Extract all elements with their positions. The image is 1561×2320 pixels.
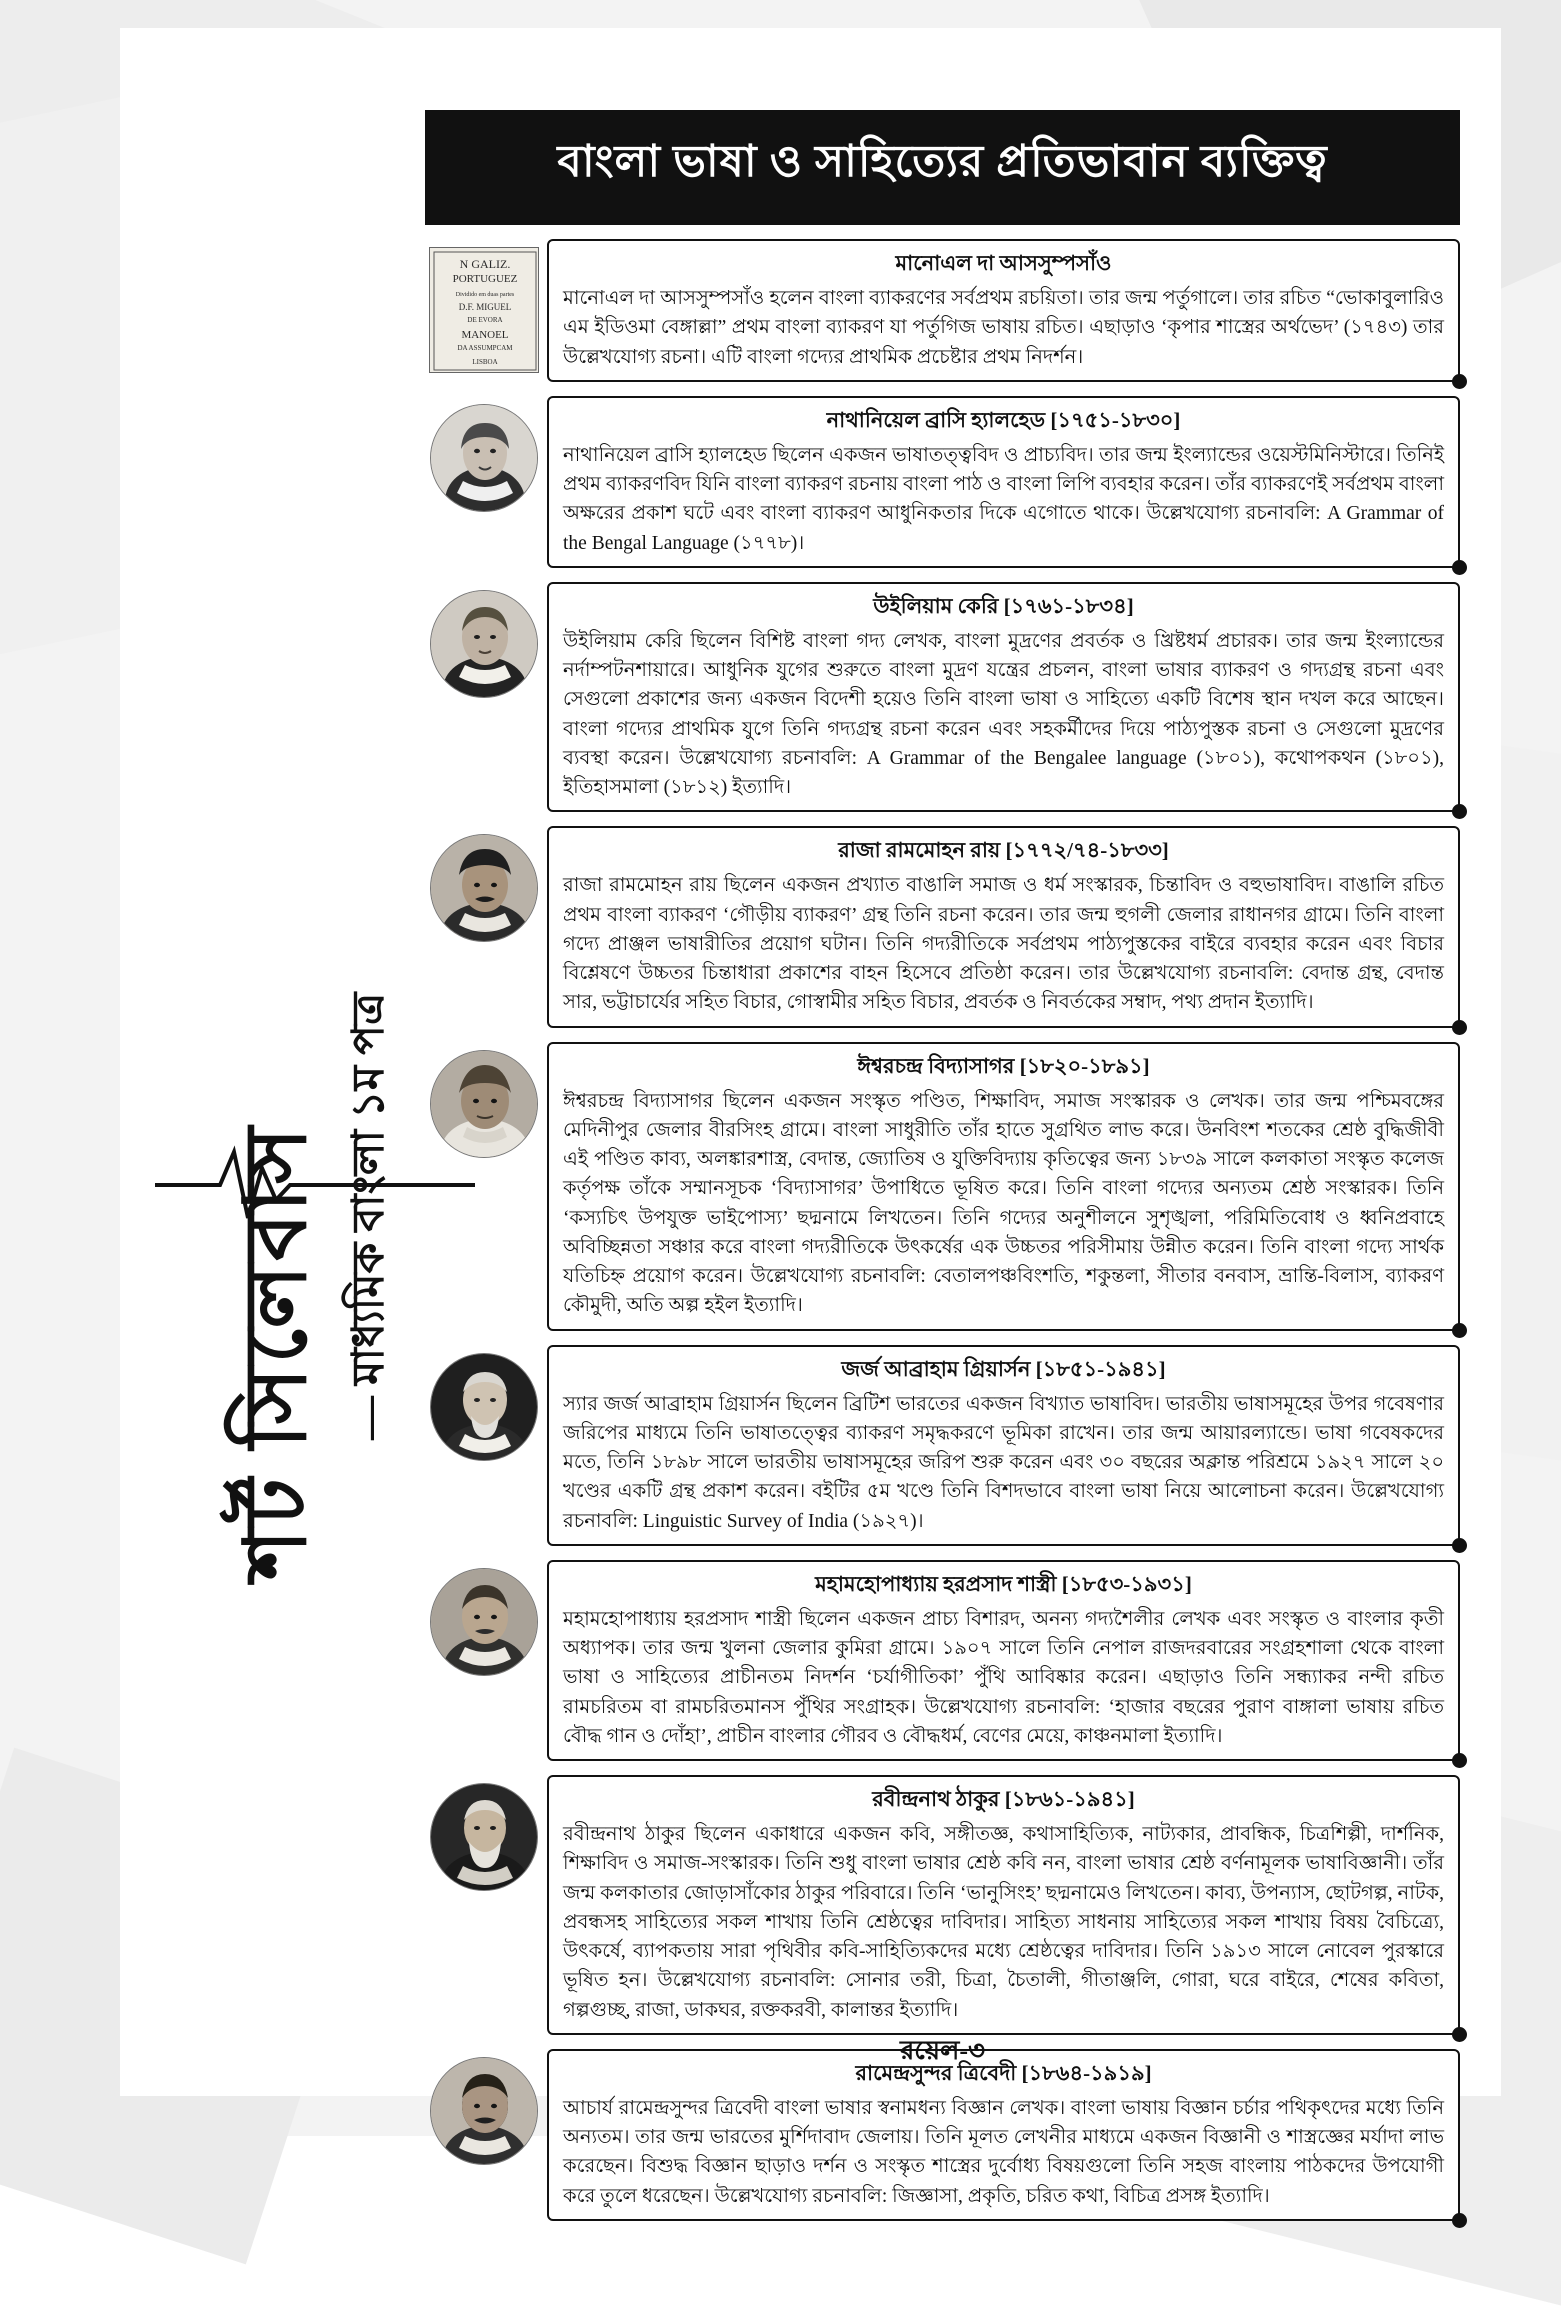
list-item [425,582,1460,813]
svg-text:DA ASSUMPCAM: DA ASSUMPCAM [457,344,513,352]
spine-subtitle: — মাধ্যমিক বাংলা ১ম পত্র [344,992,393,1440]
svg-text:D.F. MIGUEL: D.F. MIGUEL [458,302,512,312]
person-description: নাথানিয়েল ব্রাসি হ্যালহেড ছিলেন একজন ভাষাতত্ত্ববিদ ও প্রাচ্যবিদ। তার জন্ম ইংল্যান্ডের ওয়েস্টমিনিস্টারে। তিনিই প্রথম ব্যাকরণবিদ যিনি বাংলা ব্যাকরণ রচনায় বাংলা পাঠ ও বাংলা লিপি ব্যবহার করেন। তাঁর ব্যাকরণেই সর্বপ্রথম বাংলা অক্ষরের প্রকাশ ঘটে এবং বাংলা ব্যাকরণ আধুনিকতার দিকে এগোতে থাকে। উল্লেখযোগ্য রচনাবলি: A Grammar of the Bengal Language (১৭৭৮)। [563,444,1444,554]
person-name: মহামহোপাধ্যায় হরপ্রসাদ শাস্ত্রী [১৮৫৩-১৯৩১] [815,1571,1192,1596]
portrait-wrapper [425,1042,543,1158]
person-description: রাজা রামমোহন রায় ছিলেন একজন প্রখ্যাত বাঙালি সমাজ ও ধর্ম সংস্কারক, চিন্তাবিদ ও বহুভাষাবিদ। বাঙালি রচিত প্রথম বাংলা ব্যাকরণ ‘গৌড়ীয় ব্যাকরণ’ গ্রন্থ তিনি রচনা করেন। তার জন্ম হুগলী জেলার রাধানগর গ্রামে। তিনি বাংলা গদ্যে প্রাঞ্জল ভাষারীতির প্রয়োগ ঘটান। তিনি গদ্যরীতিকে সর্বপ্রথম পাঠ্যপুস্তকের বাইরে ব্যবহার করেন এবং বিচার বিশ্লেষণে উচ্চতর চিন্তাধারা প্রকাশের বাহন হিসেবে প্রতিষ্ঠা করেন। তার উল্লেখযোগ্য রচনাবলি: বেদান্ত গ্রন্থ, বেদান্ত সার, ভট্টাচার্যের সহিত বিচার, গোস্বামীর সহিত বিচার, প্রবর্তক ও নিবর্তকের সম্বাদ, পথ্য প্রদান ইত্যাদি। [563,875,1444,1014]
person-description: স্যার জর্জ আব্রাহাম গ্রিয়ার্সন ছিলেন ব্রিটিশ ভারতের একজন বিখ্যাত ভাষাবিদ। ভারতীয় ভাষাসমূহের উপর গবেষণার জরিপের মাধ্যমে তিনি ভাষাতত্ত্বের ব্যাকরণ সমৃদ্ধকরণে ভূমিকা রাখেন। তার জন্ম আয়ারল্যান্ডে। ভাষা গবেষকদের মতে, তিনি ১৮৯৮ সালে ভারতীয় ভাষাসমূহের জরিপ শুরু করেন এবং ৩০ বছরের অক্লান্ত পরিশ্রমে ১৯২৭ সালে ২০ খণ্ডের একটি গ্রন্থ প্রকাশ করেন। বইটির ৫ম খণ্ডে তিনি বিশদভাবে বাংলা ভাষা নিয়ে আলোচনা করেন। উল্লেখযোগ্য রচনাবলি: Linguistic Survey of India (১৯২৭)। [563,1393,1444,1532]
person-name: নাথানিয়েল ব্রাসি হ্যালহেড [১৭৫১-১৮৩০] [826,407,1181,432]
svg-text:PORTUGUEZ: PORTUGUEZ [452,273,518,285]
grierson-portrait [430,1353,538,1461]
entry-body [547,239,1460,382]
entry-body [547,826,1460,1027]
list-item [425,826,1460,1027]
portrait-wrapper [425,239,543,373]
list-item [425,1775,1460,2035]
book-title-page-portrait [429,247,539,373]
page-footer-label: রয়েল-৩ [899,2036,985,2065]
list-item [425,2049,1460,2221]
portrait-wrapper [425,582,543,698]
svg-text:N GALIZ.: N GALIZ. [459,257,511,271]
person-name: ঈশ্বরচন্দ্র বিদ্যাসাগর [১৮২০-১৮৯১] [857,1053,1150,1078]
list-item [425,1042,1460,1331]
person-description: রবীন্দ্রনাথ ঠাকুর ছিলেন একাধারে একজন কবি, সঙ্গীতজ্ঞ, কথাসাহিত্যিক, নাট্যকার, প্রাবন্ধিক, চিত্রশিল্পী, দার্শনিক, শিক্ষাবিদ ও সমাজ-সংস্কারক। তিনি শুধু বাংলা ভাষার শ্রেষ্ঠ কবি নন, বাংলা ভাষার শ্রেষ্ঠ বর্ণনামূলক ভাষাবিজ্ঞানী। তাঁর জন্ম কলকাতার জোড়াসাঁকোর ঠাকুর পরিবারে। তিনি ‘ভানুসিংহ’ ছদ্মনামেও লিখতেন। কাব্য, উপন্যাস, ছোটগল্প, নাটক, প্রবন্ধসহ সাহিত্যের সকল শাখায় তিনি শ্রেষ্ঠত্বের দাবিদার। সাহিত্য সাধনায় সাহিত্যের সকল শাখায় বিষয় বৈচিত্র্যে, উৎকর্ষে, ব্যাপকতায় সারা পৃথিবীর কবি-সাহিত্যিকদের মধ্যে শ্রেষ্ঠত্বের দাবিদার। তিনি ১৯১৩ সালে নোবেল পুরস্কারে ভূষিত হন। উল্লেখযোগ্য রচনাবলি: সোনার তরী, চিত্রা, চৈতালী, গীতাঞ্জলি, গোরা, ঘরে বাইরে, শেষের কবিতা, গল্পগুচ্ছ, রাজা, ডাকঘর, রক্তকরবী, কালান্তর ইত্যাদি। [563,1824,1444,2021]
portrait-wrapper [425,1775,543,1891]
haraprasad-shastri-portrait [430,1568,538,1676]
entry-body [547,1345,1460,1546]
portrait-wrapper [425,826,543,942]
portrait-wrapper [425,1560,543,1676]
entry-body [547,1042,1460,1331]
person-description: মহামহোপাধ্যায় হরপ্রসাদ শাস্ত্রী ছিলেন একজন প্রাচ্য বিশারদ, অনন্য গদ্যশৈলীর লেখক এবং সংস্কৃত ও বাংলার কৃতী অধ্যাপক। তার জন্ম খুলনা জেলার কুমিরা গ্রামে। ১৯০৭ সালে তিনি নেপাল রাজদরবারের সংগ্রহশালা থেকে বাংলা ভাষা ও সাহিত্যের প্রাচীনতম নিদর্শন ‘চর্যাগীতিকা’ পুঁথি আবিষ্কার করেন। এছাড়াও তিনি সন্ধ্যাকর নন্দী রচিত রামচরিতম বা রামচরিতমানস পুঁথির সংগ্রাহক। উল্লেখযোগ্য রচনাবলি: ‘হাজার বছরের পুরাণ বাঙ্গালা ভাষায় রচিত বৌদ্ধ গান ও দোঁহা’, প্রাচীন বাংলার গৌরব ও বৌদ্ধধর্ম, বেণের মেয়ে, কাঞ্চনমালা ইত্যাদি। [563,1608,1444,1747]
entry-body [547,2049,1460,2221]
list-item [425,396,1460,568]
person-description: ঈশ্বরচন্দ্র বিদ্যাসাগর ছিলেন একজন সংস্কৃত পণ্ডিত, শিক্ষাবিদ, সমাজ সংস্কারক ও লেখক। তার জন্ম পশ্চিমবঙ্গের মেদিনীপুর জেলার বীরসিংহ গ্রামে। বাংলা সাধুরীতি তাঁর হাতে সুগ্রথিত লাভ করে। উনবিংশ শতকের শ্রেষ্ঠ বুদ্ধিজীবী এই পণ্ডিত কাব্য, অলঙ্কারশাস্ত্র, বেদান্ত, জ্যোতিষ ও যুক্তিবিদ্যায় কৃতিত্বের জন্য ১৮৩৯ সালে কলকাতা সংস্কৃত কলেজ কর্তৃপক্ষ তাঁকে সম্মানসূচক ‘বিদ্যাসাগর’ উপাধিতে ভূষিত করে। তিনি বাংলা গদ্যের অন্যতম শ্রেষ্ঠ সংস্কারক। তিনি ‘কস্যচিৎ উপযুক্ত ভাইপোস্য’ ছদ্মনামে লিখতেন। তিনি গদ্যের অনুশীলনে সুশৃঙ্খলা, পরিমিতিবোধ ও ধ্বনিপ্রবাহে অবিচ্ছিন্নতা সঞ্চার করে বাংলা গদ্যরীতিকে উৎকর্ষের এক উচ্চতর পরিসীমায় উন্নীত করেন। তিনি বাংলা গদ্যে সার্থক যতিচিহ্ন প্রয়োগ করেন। উল্লেখযোগ্য রচনাবলি: বেতালপঞ্চবিংশতি, শকুন্তলা, সীতার বনবাস, ভ্রান্তি-বিলাস, ব্যাকরণ কৌমুদী, অতি অল্প হইল ইত্যাদি। [563,1090,1444,1317]
svg-text:MANOEL: MANOEL [461,329,509,341]
entry-body [547,396,1460,568]
entry-body [547,1775,1460,2035]
person-description: মানোএল দা আসসুম্পসাঁও হলেন বাংলা ব্যাকরণের সর্বপ্রথম রচয়িতা। তার জন্ম পর্তুগালে। তার রচিত “ভোকাবুলারিও এম ইডিওমা বেঙ্গাল্লা” প্রথম বাংলা ব্যাকরণ যা পর্তুগিজ ভাষায় রচিত। এছাড়াও ‘কৃপার শাস্ত্রের অর্থভেদ’ (১৭৪৩) তার উল্লেখযোগ্য রচনা। এটি বাংলা গদ্যের প্রাথমিক প্রচেষ্টার প্রথম নিদর্শন। [563,288,1444,368]
person-name: রামেন্দ্রসুন্দর ত্রিবেদী [১৮৬৪-১৯১৯] [855,2060,1152,2085]
person-name: উইলিয়াম কেরি [১৭৬১-১৮৩৪] [873,593,1134,618]
portrait-wrapper [425,396,543,512]
rabindranath-tagore-portrait [430,1783,538,1891]
person-name: রাজা রামমোহন রায় [১৭৭২/৭৪-১৮৩৩] [838,838,1169,863]
svg-text:LISBOA: LISBOA [472,358,498,366]
person-name: রবীন্দ্রনাথ ঠাকুর [১৮৬১-১৯৪১] [872,1787,1135,1811]
list-item [425,1345,1460,1546]
page-title: বাংলা ভাষা ও সাহিত্যের প্রতিভাবান ব্যক্তিত্ব [425,110,1460,225]
vidyasagar-portrait [430,1050,538,1158]
person-description: উইলিয়াম কেরি ছিলেন বিশিষ্ট বাংলা গদ্য লেখক, বাংলা মুদ্রণের প্রবর্তক ও খ্রিষ্টধর্ম প্রচারক। তার জন্ম ইংল্যান্ডের নর্দাম্পটনশায়ারে। আধুনিক যুগের শুরুতে বাংলা মুদ্রণ যন্ত্রের প্রচলন, বাংলা ভাষার ব্যাকরণ ও গদ্যগ্রন্থ রচনা এবং সেগুলো প্রকাশের জন্য একজন বিদেশী হয়েও তিনি বাংলা ভাষা ও সাহিত্যে একটি বিশেষ স্থান দখল করে আছেন। বাংলা গদ্যের প্রাথমিক যুগে তিনি গদ্যগ্রন্থ রচনা করেন এবং সহকর্মীদের দিয়ে পাঠ্যপুস্তক রচনা ও সেগুলো মুদ্রণের ব্যবস্থা করেন। উল্লেখযোগ্য রচনাবলি: A Grammar of the Bengalee language (১৮০১), কথোপকথন (১৮০১), ইতিহাসমালা (১৮১২) ইত্যাদি। [563,630,1444,798]
list-item [425,1560,1460,1761]
spine-main-title: শর্ট সিলেবাস [228,1123,324,1580]
svg-text:DE EVORA: DE EVORA [467,316,503,324]
william-carey-portrait [430,590,538,698]
person-name: মানোএল দা আসসুম্পসাঁও [895,251,1112,275]
person-description: আচার্য রামেন্দ্রসুন্দর ত্রিবেদী বাংলা ভাষার স্বনামধন্য বিজ্ঞান লেখক। বাংলা ভাষায় বিজ্ঞান চর্চার পথিকৃৎদের মধ্যে তিনি অন্যতম। তার জন্ম ভারতের মুর্শিদাবাদ জেলায়। তিনি মূলত লেখনীর মাধ্যমে একজন বিজ্ঞানী ও শাস্ত্রজ্ঞের মর্যাদা লাভ করেছেন। বিশুদ্ধ বিজ্ঞান ছাড়াও দর্শন ও সংস্কৃত শাস্ত্রের দুর্বোধ্য বিষয়গুলো তিনি সহজ বাংলায় পাঠকদের উপযোগী করে তুলে ধরেছেন। উল্লেখযোগ্য রচনাবলি: জিজ্ঞাসা, প্রকৃতি, চরিত কথা, বিচিত্র প্রসঙ্গ ইত্যাদি। [563,2097,1444,2207]
entry-body [547,1560,1460,1761]
entry-body [547,582,1460,813]
list-item [425,239,1460,382]
rammohun-roy-portrait [430,834,538,942]
main-content [425,110,1460,2221]
svg-text:Dividido em duas partes: Dividido em duas partes [455,292,515,298]
portrait-wrapper [425,1345,543,1461]
nathaniel-halhed-portrait [430,404,538,512]
person-name: জর্জ আব্রাহাম গ্রিয়ার্সন [১৮৫১-১৯৪১] [841,1356,1166,1381]
